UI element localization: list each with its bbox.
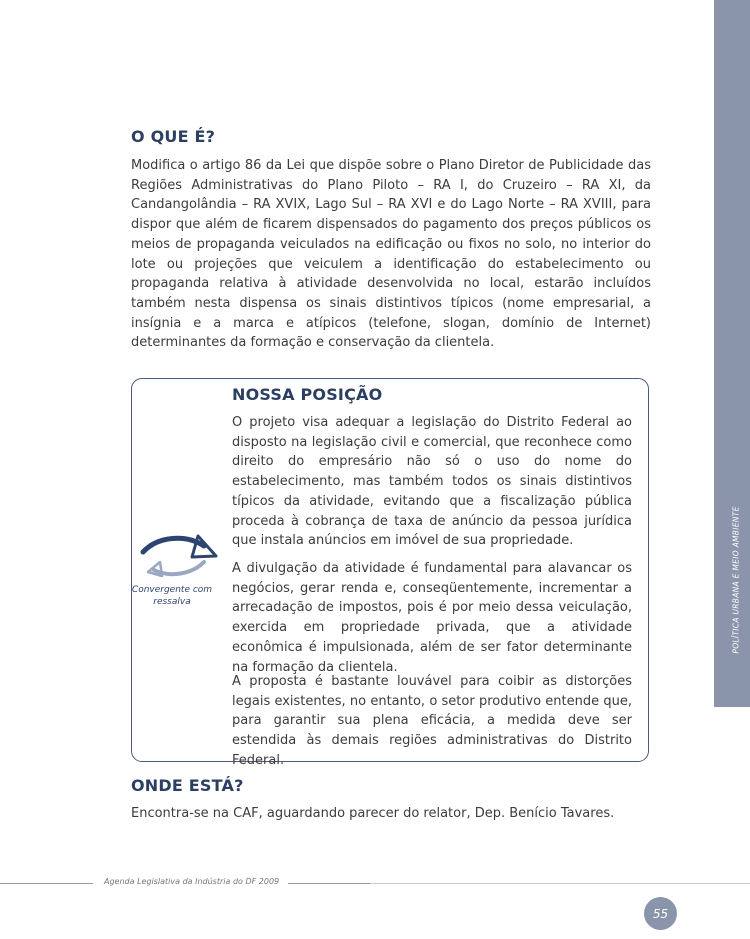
what-section-title: O QUE É? xyxy=(131,127,216,146)
where-section-title: ONDE ESTÁ? xyxy=(131,776,244,795)
where-section-text: Encontra-se na CAF, aguardando parecer do relator, Dep. Benício Tavares. xyxy=(131,806,615,821)
footer-title: Agenda Legislativa da Indústria do DF 2009 xyxy=(104,877,280,886)
what-section-text: Modifica o artigo 86 da Lei que dispõe sobre o Plano Diretor de Publicidade das Regiões Administrativas do Plano Piloto – RA I, do Cruzeiro – RA XI, da Candangolândia – RA XVIX, Lago Sul – RA XVI e do Lago Norte – RA XVIII, para dispor que além de ficarem dispensados do pagamento dos preços públicos os meios de propaganda veiculados na edificação ou fixos no solo, no interior do lote ou projeções que veiculem a identificação do estabelecimento ou propaganda relativa à atividade desenvolvida no local, estarão incluídos também nesta dispensa os sinais distintivos típicos (nome empresarial, a insígnia e a marca e atípicos (telefone, slogan, domínio de Internet) determinantes da formação e conservação da clientela. xyxy=(131,158,651,351)
position-paragraph: A proposta é bastante louvável para coibir as distorções legais existentes, no entanto, o setor produtivo entende que, para garantir sua plena eficácia, a medida deve ser estendida às demais regiões administrativas do Distrito Federal. xyxy=(232,674,632,768)
stance-label: Convergente com ressalva xyxy=(131,585,213,607)
position-paragraph: O projeto visa adequar a legislação do Distrito Federal ao disposto na legislação civil e comercial, que reconhece como direito do empresário não só o uso do nome do estabelecimento, mas também todos os sinais distintivos típicos da atividade, evitando que a fiscalização pública proceda à cobrança de taxa de anúncio da pessoa jurídica que instala anúncios em imóvel de sua propriedade. xyxy=(232,415,632,549)
position-paragraph: A divulgação da atividade é fundamental para alavancar os negócios, gerar renda e, conseqüentemente, incrementar a arrecadação de impostos, pois é por meio dessa veiculação, exercida em propriedade privada, que a atividade econômica é impulsionada, além de ser fator determinante na formação da clientela. xyxy=(232,561,632,675)
side-tab-label: POLÍTICA URBANA E MEIO AMBIENTE xyxy=(731,506,741,654)
convergent-arrows-icon xyxy=(140,530,220,582)
footer-divider xyxy=(288,883,370,884)
footer-divider xyxy=(0,883,93,884)
footer-divider xyxy=(370,883,750,884)
page-number: 55 xyxy=(644,897,677,930)
position-section-title: NOSSA POSIÇÃO xyxy=(232,385,383,404)
